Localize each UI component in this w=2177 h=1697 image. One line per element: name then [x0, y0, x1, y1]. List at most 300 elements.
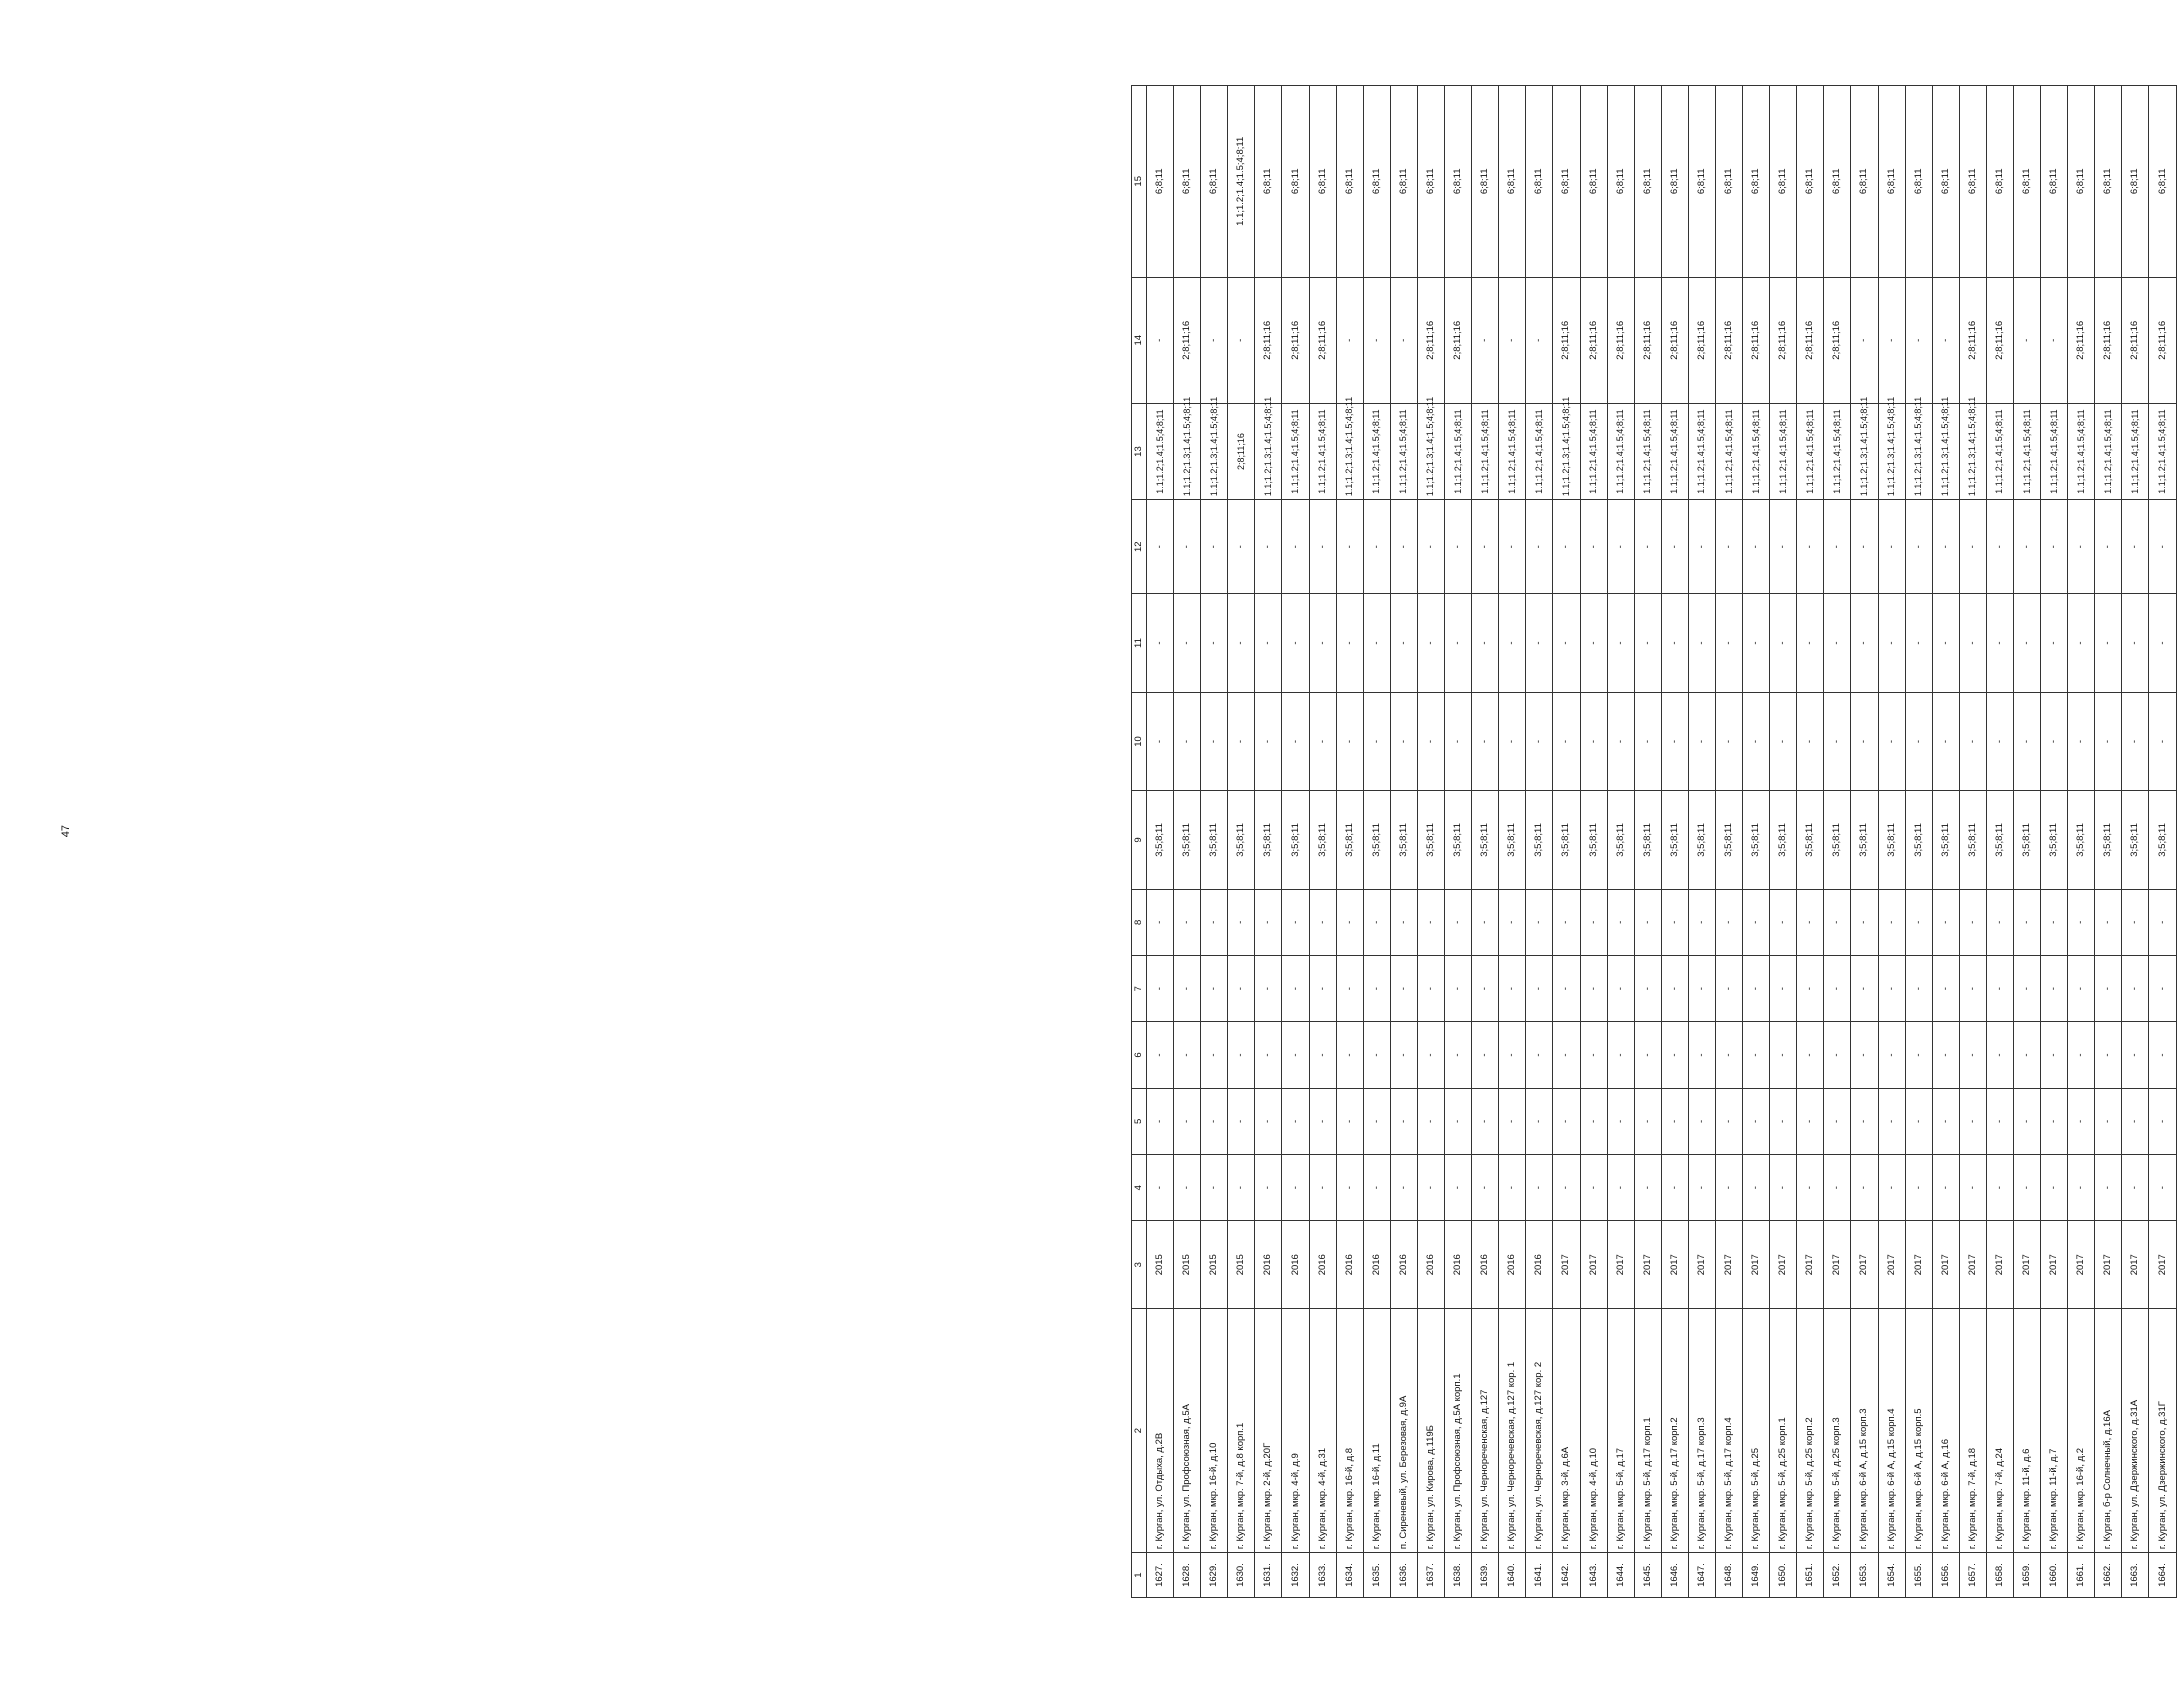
year-cell: 2015 [1147, 1221, 1174, 1309]
year-cell: 2017 [1688, 1221, 1715, 1309]
col9-cell: 3;5;8;11 [1553, 791, 1580, 889]
col14-cell: 2;8;11;16 [1688, 277, 1715, 403]
row-number: 1641. [1526, 1553, 1553, 1598]
col13-cell: 1.1;1.2;1.4;1.5;4;8;11 [2041, 403, 2068, 499]
column-header: 15 [1132, 86, 1147, 278]
dash-cell: - [1174, 889, 1201, 955]
dash-cell: - [2068, 889, 2095, 955]
year-cell: 2017 [1824, 1221, 1851, 1309]
col9-cell: 3;5;8;11 [2014, 791, 2041, 889]
column-header: 10 [1132, 692, 1147, 790]
col15-cell: 6;8;11 [1634, 86, 1661, 278]
dash-cell: - [2122, 594, 2149, 692]
dash-cell: - [1878, 500, 1905, 594]
dash-cell: - [1770, 889, 1797, 955]
row-number: 1663. [2122, 1553, 2149, 1598]
col15-cell: 6;8;11 [1851, 86, 1878, 278]
dash-cell: - [1634, 955, 1661, 1021]
col14-cell: - [1147, 277, 1174, 403]
table-row [1526, 86, 1553, 1598]
table-row [1363, 86, 1390, 1598]
col9-cell: 3;5;8;11 [1986, 791, 2013, 889]
dash-cell: - [1851, 692, 1878, 790]
row-number: 1660. [2041, 1553, 2068, 1598]
dash-cell: - [1553, 594, 1580, 692]
dash-cell: - [1282, 955, 1309, 1021]
dash-cell: - [1553, 889, 1580, 955]
dash-cell: - [1228, 955, 1255, 1021]
dash-cell: - [1715, 500, 1742, 594]
dash-cell: - [1255, 1022, 1282, 1088]
col14-cell: 2;8;11;16 [1417, 277, 1444, 403]
dash-cell: - [1986, 1022, 2013, 1088]
col14-cell: - [1526, 277, 1553, 403]
col14-cell: 2;8;11;16 [2149, 277, 2177, 403]
dash-cell: - [1445, 500, 1472, 594]
year-cell: 2017 [2068, 1221, 2095, 1309]
col14-cell: 2;8;11;16 [1661, 277, 1688, 403]
column-header: 11 [1132, 594, 1147, 692]
table-row [1309, 86, 1336, 1598]
dash-cell: - [1336, 1022, 1363, 1088]
table-row [2095, 86, 2122, 1598]
dash-cell: - [1147, 1022, 1174, 1088]
dash-cell: - [1851, 500, 1878, 594]
dash-cell: - [1743, 692, 1770, 790]
col9-cell: 3;5;8;11 [1472, 791, 1499, 889]
address-cell: г. Курган, мкр. 4-й, д.9 [1282, 1309, 1309, 1553]
dash-cell: - [1255, 594, 1282, 692]
year-cell: 2016 [1526, 1221, 1553, 1309]
dash-cell: - [1797, 1022, 1824, 1088]
table-row [1445, 86, 1472, 1598]
col14-cell: - [1878, 277, 1905, 403]
year-cell: 2016 [1363, 1221, 1390, 1309]
dash-cell: - [1417, 594, 1444, 692]
dash-cell: - [1336, 500, 1363, 594]
dash-cell: - [1824, 500, 1851, 594]
year-cell: 2017 [1661, 1221, 1688, 1309]
dash-cell: - [1282, 594, 1309, 692]
address-cell: г. Курган, ул. Черноречевская, д.127 кор. 1 [1499, 1309, 1526, 1553]
dash-cell: - [1417, 500, 1444, 594]
dash-cell: - [1201, 955, 1228, 1021]
address-cell: г. Курган, мкр. 4-й, д.31 [1309, 1309, 1336, 1553]
year-cell: 2016 [1282, 1221, 1309, 1309]
dash-cell: - [1147, 500, 1174, 594]
dash-cell: - [1282, 1022, 1309, 1088]
dash-cell: - [2149, 1088, 2177, 1154]
dash-cell: - [1228, 1155, 1255, 1221]
dash-cell: - [1770, 955, 1797, 1021]
dash-cell: - [1282, 692, 1309, 790]
table-row [1851, 86, 1878, 1598]
dash-cell: - [1309, 1088, 1336, 1154]
year-cell: 2017 [1932, 1221, 1959, 1309]
col9-cell: 3;5;8;11 [1255, 791, 1282, 889]
dash-cell: - [1634, 692, 1661, 790]
dash-cell: - [1336, 1088, 1363, 1154]
dash-cell: - [1878, 692, 1905, 790]
dash-cell: - [1878, 889, 1905, 955]
row-number: 1656. [1932, 1553, 1959, 1598]
dash-cell: - [2068, 1022, 2095, 1088]
column-header: 14 [1132, 277, 1147, 403]
dash-cell: - [1797, 594, 1824, 692]
dash-cell: - [1363, 1088, 1390, 1154]
dash-cell: - [1797, 1088, 1824, 1154]
dash-cell: - [1580, 955, 1607, 1021]
year-cell: 2017 [1851, 1221, 1878, 1309]
dash-cell: - [1959, 955, 1986, 1021]
dash-cell: - [2068, 1088, 2095, 1154]
dash-cell: - [1797, 692, 1824, 790]
col9-cell: 3;5;8;11 [1770, 791, 1797, 889]
col13-cell: 1.1;1.2;1.4;1.5;4;8;11 [2068, 403, 2095, 499]
dash-cell: - [1580, 1088, 1607, 1154]
column-header: 5 [1132, 1088, 1147, 1154]
address-cell: г. Курган, ул. Отдыха, д.2В [1147, 1309, 1174, 1553]
table-row [1282, 86, 1309, 1598]
col15-cell: 6;8;11 [1363, 86, 1390, 278]
col15-cell: 6;8;11 [1309, 86, 1336, 278]
row-number: 1659. [2014, 1553, 2041, 1598]
dash-cell: - [1743, 1022, 1770, 1088]
col13-cell: 1.1;1.2;1.4;1.5;4;8;11 [2014, 403, 2041, 499]
dash-cell: - [1363, 594, 1390, 692]
dash-cell: - [1715, 594, 1742, 692]
col15-cell: 6;8;11 [1770, 86, 1797, 278]
col9-cell: 3;5;8;11 [1607, 791, 1634, 889]
dash-cell: - [1201, 594, 1228, 692]
dash-cell: - [2149, 955, 2177, 1021]
col13-cell: 1.1;1.2;1.4;1.5;4;8;11 [2122, 403, 2149, 499]
col15-cell: 6;8;11 [1743, 86, 1770, 278]
col9-cell: 3;5;8;11 [1228, 791, 1255, 889]
dash-cell: - [1986, 594, 2013, 692]
col9-cell: 3;5;8;11 [1336, 791, 1363, 889]
col14-cell: 2;8;11;16 [1743, 277, 1770, 403]
dash-cell: - [1932, 594, 1959, 692]
dash-cell: - [1553, 1088, 1580, 1154]
dash-cell: - [1932, 955, 1959, 1021]
dash-cell: - [1851, 594, 1878, 692]
dash-cell: - [1634, 1022, 1661, 1088]
col14-cell: - [1932, 277, 1959, 403]
address-cell: г. Курган, ул. Чернореченская, д.127 [1472, 1309, 1499, 1553]
dash-cell: - [1174, 692, 1201, 790]
dash-cell: - [1797, 955, 1824, 1021]
column-header: 13 [1132, 403, 1147, 499]
col14-cell: 2;8;11;16 [1580, 277, 1607, 403]
col15-cell: 6;8;11 [1959, 86, 1986, 278]
col13-cell: 1.1;1.2;1.4;1.5;4;8;11 [1363, 403, 1390, 499]
year-cell: 2017 [1580, 1221, 1607, 1309]
dash-cell: - [1851, 1155, 1878, 1221]
dash-cell: - [1255, 1088, 1282, 1154]
col13-cell: 1.1;1.2;1.4;1.5;4;8;11 [1634, 403, 1661, 499]
col14-cell: 2;8;11;16 [1959, 277, 1986, 403]
dash-cell: - [1959, 692, 1986, 790]
dash-cell: - [2095, 692, 2122, 790]
dash-cell: - [1715, 1088, 1742, 1154]
col13-cell: 1.1;1.2;1.4;1.5;4;8;11 [1147, 403, 1174, 499]
col14-cell: 2;8;11;16 [1715, 277, 1742, 403]
col13-cell: 1.1;1.2;1.4;1.5;4;8;11 [1986, 403, 2013, 499]
row-number: 1639. [1472, 1553, 1499, 1598]
dash-cell: - [1959, 889, 1986, 955]
dash-cell: - [1255, 955, 1282, 1021]
col9-cell: 3;5;8;11 [1580, 791, 1607, 889]
dash-cell: - [1770, 692, 1797, 790]
col9-cell: 3;5;8;11 [1147, 791, 1174, 889]
dash-cell: - [1255, 889, 1282, 955]
dash-cell: - [1499, 692, 1526, 790]
table-body [1132, 86, 2177, 1598]
dash-cell: - [1472, 594, 1499, 692]
row-number: 1643. [1580, 1553, 1607, 1598]
col13-cell: 1.1;1.2;1.3;1.4;1.5;4;8;11 [1255, 403, 1282, 499]
col14-cell: - [1390, 277, 1417, 403]
table-row [1228, 86, 1255, 1598]
row-number: 1637. [1417, 1553, 1444, 1598]
dash-cell: - [1743, 955, 1770, 1021]
dash-cell: - [2041, 500, 2068, 594]
dash-cell: - [1607, 1022, 1634, 1088]
dash-cell: - [1336, 889, 1363, 955]
dash-cell: - [1824, 955, 1851, 1021]
year-cell: 2017 [2149, 1221, 2177, 1309]
address-cell: г. Курган, мкр. 5-й, д.17 корп.4 [1715, 1309, 1742, 1553]
col14-cell: 2;8;11;16 [1553, 277, 1580, 403]
col13-cell: 1.1;1.2;1.4;1.5;4;8;11 [1607, 403, 1634, 499]
table-row [1824, 86, 1851, 1598]
table-row [1770, 86, 1797, 1598]
dash-cell: - [1688, 889, 1715, 955]
col15-cell: 6;8;11 [2095, 86, 2122, 278]
dash-cell: - [2149, 500, 2177, 594]
col15-cell: 6;8;11 [1147, 86, 1174, 278]
col9-cell: 3;5;8;11 [1878, 791, 1905, 889]
row-number: 1661. [2068, 1553, 2095, 1598]
dash-cell: - [1417, 889, 1444, 955]
row-number: 1642. [1553, 1553, 1580, 1598]
dash-cell: - [1445, 1088, 1472, 1154]
col15-cell: 6;8;11 [1499, 86, 1526, 278]
dash-cell: - [1932, 500, 1959, 594]
table-row [1201, 86, 1228, 1598]
year-cell: 2017 [1553, 1221, 1580, 1309]
table-row [1336, 86, 1363, 1598]
col13-cell: 1.1;1.2;1.4;1.5;4;8;11 [1770, 403, 1797, 499]
year-cell: 2016 [1390, 1221, 1417, 1309]
dash-cell: - [1174, 1088, 1201, 1154]
rotated-table-container [1131, 85, 2177, 1598]
dash-cell: - [1743, 1088, 1770, 1154]
dash-cell: - [1201, 1088, 1228, 1154]
dash-cell: - [1661, 1022, 1688, 1088]
dash-cell: - [1255, 1155, 1282, 1221]
dash-cell: - [2068, 692, 2095, 790]
col15-cell: 6;8;11 [2014, 86, 2041, 278]
dash-cell: - [2122, 1022, 2149, 1088]
col13-cell: 1.1;1.2;1.3;1.4;1.5;4;8;11 [1174, 403, 1201, 499]
dash-cell: - [1580, 692, 1607, 790]
dash-cell: - [1905, 1022, 1932, 1088]
dash-cell: - [1147, 1088, 1174, 1154]
dash-cell: - [1309, 692, 1336, 790]
col9-cell: 3;5;8;11 [1959, 791, 1986, 889]
address-cell: г. Курган, мкр. 5-й, д.25 корп.2 [1797, 1309, 1824, 1553]
dash-cell: - [2041, 594, 2068, 692]
dash-cell: - [1526, 594, 1553, 692]
dash-cell: - [1688, 1022, 1715, 1088]
row-number: 1640. [1499, 1553, 1526, 1598]
column-header: 3 [1132, 1221, 1147, 1309]
col14-cell: 2;8;11;16 [2122, 277, 2149, 403]
col13-cell: 2;8;11;16 [1228, 403, 1255, 499]
dash-cell: - [1959, 1155, 1986, 1221]
dash-cell: - [1986, 955, 2013, 1021]
col14-cell: - [1201, 277, 1228, 403]
dash-cell: - [2122, 500, 2149, 594]
address-cell: г. Курган, мкр. 16-й, д.8 [1336, 1309, 1363, 1553]
col14-cell: - [1472, 277, 1499, 403]
address-cell: г. Курган, мкр. 16-й, д.10 [1201, 1309, 1228, 1553]
dash-cell: - [2095, 1022, 2122, 1088]
col15-cell: 6;8;11 [1715, 86, 1742, 278]
col9-cell: 3;5;8;11 [1309, 791, 1336, 889]
dash-cell: - [1445, 1022, 1472, 1088]
col9-cell: 3;5;8;11 [1824, 791, 1851, 889]
year-cell: 2015 [1201, 1221, 1228, 1309]
dash-cell: - [1715, 1155, 1742, 1221]
row-number: 1658. [1986, 1553, 2013, 1598]
dash-cell: - [2014, 1088, 2041, 1154]
dash-cell: - [1580, 1022, 1607, 1088]
dash-cell: - [1607, 500, 1634, 594]
dash-cell: - [1526, 692, 1553, 790]
year-cell: 2016 [1309, 1221, 1336, 1309]
col15-cell: 6;8;11 [1905, 86, 1932, 278]
dash-cell: - [1417, 692, 1444, 790]
dash-cell: - [1932, 1022, 1959, 1088]
col13-cell: 1.1;1.2;1.3;1.4;1.5;4;8;11 [1932, 403, 1959, 499]
col13-cell: 1.1;1.2;1.4;1.5;4;8;11 [1282, 403, 1309, 499]
col14-cell: - [1851, 277, 1878, 403]
col15-cell: 6;8;11 [1336, 86, 1363, 278]
table-row [1147, 86, 1174, 1598]
col9-cell: 3;5;8;11 [1390, 791, 1417, 889]
address-cell: г. Курган, мкр. 7-й, д.18 [1959, 1309, 1986, 1553]
dash-cell: - [1417, 1022, 1444, 1088]
year-cell: 2017 [1770, 1221, 1797, 1309]
col13-cell: 1.1;1.2;1.4;1.5;4;8;11 [1715, 403, 1742, 499]
table-row [2041, 86, 2068, 1598]
dash-cell: - [1336, 955, 1363, 1021]
table-row [2122, 86, 2149, 1598]
register-table [1131, 85, 2177, 1598]
column-header: 7 [1132, 955, 1147, 1021]
year-cell: 2017 [1959, 1221, 1986, 1309]
address-cell: г. Курган, мкр. 5-й, д.25 [1743, 1309, 1770, 1553]
column-header: 2 [1132, 1309, 1147, 1553]
dash-cell: - [1688, 692, 1715, 790]
dash-cell: - [1661, 692, 1688, 790]
address-cell: г. Курган, ул. Дзержинского, д.31А [2122, 1309, 2149, 1553]
dash-cell: - [1634, 594, 1661, 692]
year-cell: 2015 [1228, 1221, 1255, 1309]
col13-cell: 1.1;1.2;1.3;1.4;1.5;4;8;11 [1959, 403, 1986, 499]
dash-cell: - [1661, 1088, 1688, 1154]
dash-cell: - [1959, 1088, 1986, 1154]
col9-cell: 3;5;8;11 [1905, 791, 1932, 889]
address-cell: г. Курган, мкр. 2-й, д.20Г [1255, 1309, 1282, 1553]
dash-cell: - [1526, 500, 1553, 594]
dash-cell: - [1201, 1022, 1228, 1088]
dash-cell: - [1986, 1155, 2013, 1221]
row-number: 1655. [1905, 1553, 1932, 1598]
col15-cell: 6;8;11 [1797, 86, 1824, 278]
col15-cell: 6;8;11 [1878, 86, 1905, 278]
dash-cell: - [1634, 1155, 1661, 1221]
col13-cell: 1.1;1.2;1.3;1.4;1.5;4;8;11 [1201, 403, 1228, 499]
dash-cell: - [1445, 1155, 1472, 1221]
dash-cell: - [1661, 594, 1688, 692]
col14-cell: 2;8;11;16 [1174, 277, 1201, 403]
dash-cell: - [1743, 594, 1770, 692]
year-cell: 2017 [1634, 1221, 1661, 1309]
dash-cell: - [1905, 692, 1932, 790]
dash-cell: - [2149, 1155, 2177, 1221]
col15-cell: 6;8;11 [1688, 86, 1715, 278]
table-header-row [1132, 86, 1147, 1598]
address-cell: г. Курган, мкр. 6-й А, д.16 [1932, 1309, 1959, 1553]
dash-cell: - [1147, 889, 1174, 955]
col9-cell: 3;5;8;11 [1743, 791, 1770, 889]
dash-cell: - [1417, 955, 1444, 1021]
address-cell: г. Курган, ул. Кирова, д.119Б [1417, 1309, 1444, 1553]
year-cell: 2017 [1715, 1221, 1742, 1309]
row-number: 1644. [1607, 1553, 1634, 1598]
dash-cell: - [2068, 1155, 2095, 1221]
year-cell: 2017 [2041, 1221, 2068, 1309]
dash-cell: - [2122, 1088, 2149, 1154]
table-row [2149, 86, 2177, 1598]
dash-cell: - [1959, 594, 1986, 692]
dash-cell: - [2122, 889, 2149, 955]
col14-cell: - [2014, 277, 2041, 403]
dash-cell: - [2095, 500, 2122, 594]
dash-cell: - [1336, 594, 1363, 692]
dash-cell: - [1553, 955, 1580, 1021]
address-cell: г. Курган, мкр. 16-й, д.11 [1363, 1309, 1390, 1553]
dash-cell: - [1174, 594, 1201, 692]
dash-cell: - [1715, 1022, 1742, 1088]
dash-cell: - [1499, 500, 1526, 594]
year-cell: 2017 [1986, 1221, 2013, 1309]
dash-cell: - [1472, 692, 1499, 790]
col15-cell: 6;8;11 [1390, 86, 1417, 278]
col14-cell: 2;8;11;16 [1770, 277, 1797, 403]
col9-cell: 3;5;8;11 [1282, 791, 1309, 889]
row-number: 1664. [2149, 1553, 2177, 1598]
dash-cell: - [2149, 889, 2177, 955]
col9-cell: 3;5;8;11 [1363, 791, 1390, 889]
col9-cell: 3;5;8;11 [2041, 791, 2068, 889]
col9-cell: 3;5;8;11 [1445, 791, 1472, 889]
dash-cell: - [2014, 1155, 2041, 1221]
